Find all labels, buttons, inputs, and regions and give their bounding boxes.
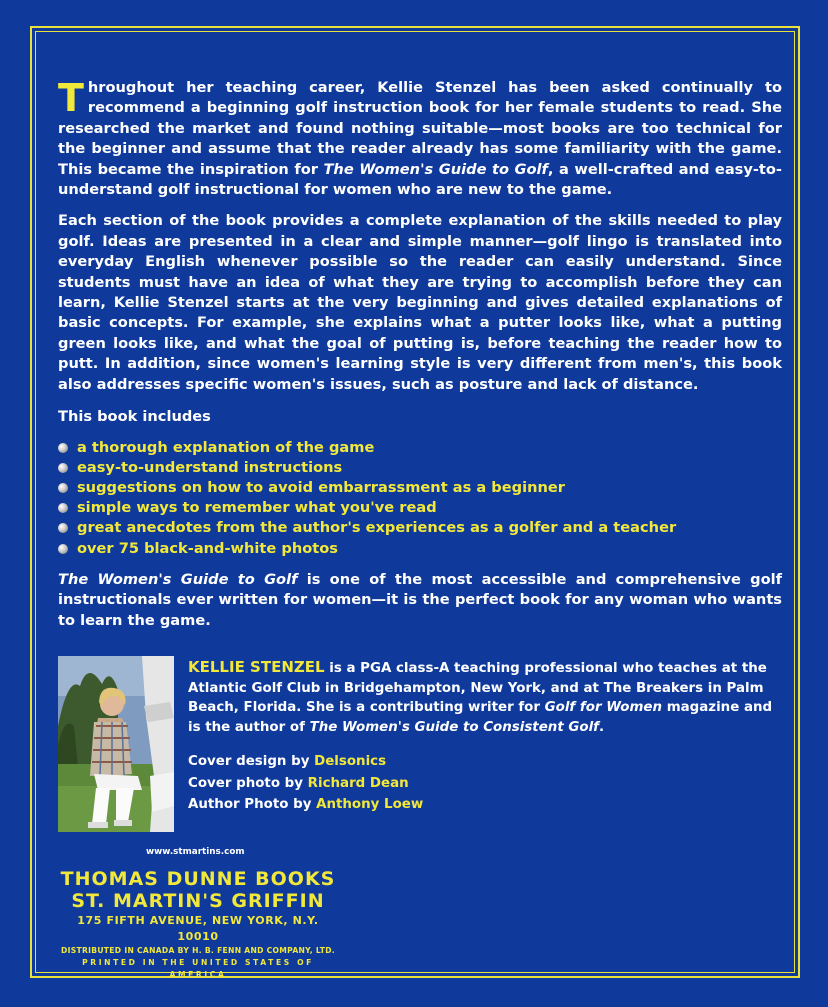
list-item: over 75 black-and-white photos [58, 539, 782, 559]
golf-ball-bullet-icon [58, 443, 68, 453]
list-item: easy-to-understand instructions [58, 458, 782, 478]
intro-book-title: The Women's Guide to Golf [323, 160, 548, 178]
golf-ball-bullet-icon [58, 483, 68, 493]
intro-paragraph [58, 78, 782, 200]
closing-book-title: The Women's Guide to Golf [58, 570, 298, 588]
website-url: www.stmartins.com [146, 847, 245, 857]
imprint-name: THOMAS DUNNE BOOKS [60, 868, 336, 890]
golf-ball-bullet-icon [58, 523, 68, 533]
author-bio [188, 658, 782, 737]
description-paragraph: Each section of the book provides a complete explanation of the skills needed to play golf. Ideas are presented in a clear and simple manner—golf lingo is translated into everyday English whenever possible so the reader can easily understand. Since students must have an idea of what they are trying to accomplish before they can learn, Kellie Stenzel starts at the very beginning and gives detailed explanations of basic concepts. For example, she explains what a putter looks like, what a putting green looks like, and what the goal of putting is, before teaching the reader how to putt. In addition, since women's learning style is very different from men's, this book also addresses specific women's issues, such as posture and lack of distance. [58, 212, 782, 393]
closing-text: is one of the most accessible and comprehensive golf instructionals ever written for women—it is the perfect book for any woman who wants to learn the game. [58, 570, 782, 629]
other-book-title: The Women's Guide to Consistent Golf [309, 719, 599, 735]
canada-distribution: DISTRIBUTED IN CANADA BY H. B. FENN AND COMPANY, LTD. [61, 946, 335, 955]
publisher-name: ST. MARTIN'S GRIFFIN [71, 890, 325, 912]
credit-cover-design: Cover design by Delsonics [188, 754, 387, 769]
bio-paragraph: KELLIE STENZEL is a PGA class-A teaching professional who teaches at the Atlantic Golf Club in Bridgehampton, New York, and at The Breakers in Palm Beach, Florida. She is a contributing writer for Golf for Women magazine and is the author of The Women's Guide to Consistent Golf. [188, 658, 773, 735]
includes-list [58, 438, 782, 559]
list-item: simple ways to remember what you've read [58, 498, 782, 518]
intro-text-2: , a well-crafted and easy-to-understand golf instructional for women who are new to the game. [58, 160, 782, 199]
golf-ball-bullet-icon [58, 503, 68, 513]
list-item: suggestions on how to avoid embarrassment as a beginner [58, 478, 782, 498]
includes-heading: This book includes [58, 408, 211, 426]
credit-author-photo: Author Photo by Anthony Loew [188, 797, 424, 813]
publisher-address: 175 FIFTH AVENUE, NEW YORK, N.Y. 10010 [77, 914, 319, 943]
credit-cover-photo: Cover photo by Richard Dean [188, 775, 409, 791]
intro-text-1: hroughout her teaching career, Kellie Stenzel has been asked continually to recommend a beginning golf instruction book for her female students to read. She researched the market and found nothing suitable—most books are too technical for the beginner and assume that the reader already has some familiarity with the game. This became the inspiration for [58, 79, 782, 178]
list-item: a thorough explanation of the game [58, 438, 782, 458]
main-copy [58, 78, 782, 631]
credits [188, 751, 423, 816]
printed-in: PRINTED IN THE UNITED STATES OF AMERICA [82, 958, 314, 979]
list-item: great anecdotes from the author's experiences as a golfer and a teacher [58, 518, 782, 538]
publisher-block [58, 868, 338, 981]
author-photo [58, 656, 174, 832]
drop-cap: T [58, 76, 84, 120]
magazine-title: Golf for Women [544, 700, 663, 716]
author-name: KELLIE STENZEL [188, 658, 325, 676]
closing-paragraph [58, 570, 782, 631]
author-photo-illustration [58, 656, 174, 832]
golf-ball-bullet-icon [58, 463, 68, 473]
golf-ball-bullet-icon [58, 544, 68, 554]
